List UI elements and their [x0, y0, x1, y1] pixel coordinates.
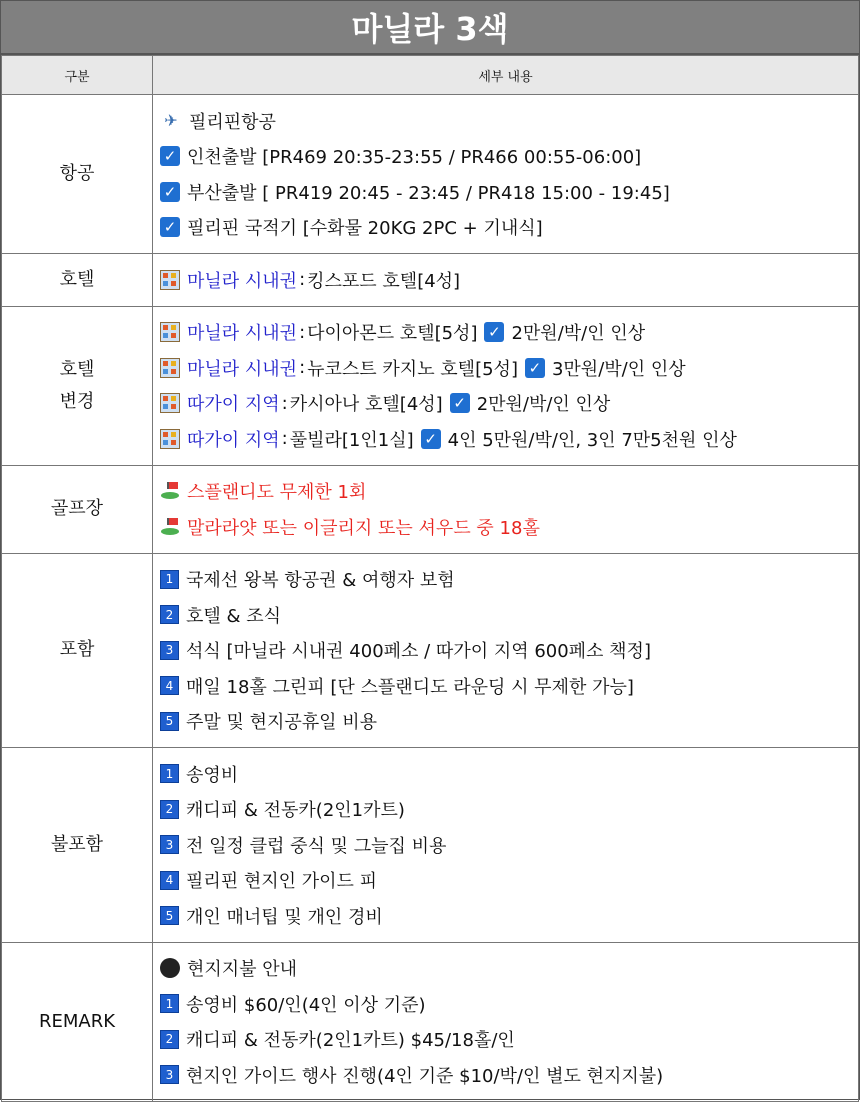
- included-item-text: 국제선 왕복 항공권 & 여행자 보험: [186, 570, 455, 592]
- hotel-area: 따가이 지역: [187, 394, 280, 416]
- header-details: 세부 내용: [153, 56, 859, 95]
- separator: :: [281, 428, 288, 450]
- hotel-building-icon: [160, 270, 180, 290]
- info-table: [1, 55, 859, 1102]
- remark-content: [153, 942, 859, 1101]
- number-3-icon: 3: [160, 835, 179, 854]
- included-item-text: 매일 18홀 그린피 [단 스플랜디도 라운딩 시 무제한 가능]: [186, 676, 634, 698]
- page-title: 마닐라 3색: [1, 1, 859, 55]
- golf-flag-icon: [160, 481, 180, 501]
- number-5-icon: 5: [160, 712, 179, 731]
- number-2-icon: 2: [160, 605, 179, 624]
- table-header-row: [2, 56, 859, 95]
- airline-item-text: 필리핀 국적기 [수화물 20KG 2PC + 기내식]: [187, 218, 543, 240]
- separator: :: [299, 269, 306, 291]
- excluded-item-text: 캐디피 & 전동카(2인1카트): [186, 800, 405, 822]
- list-item: [160, 898, 858, 934]
- hotel-area: 마닐라 시내권: [187, 323, 298, 345]
- checkbox-icon: ✓: [421, 429, 441, 449]
- airline-name-line: [160, 103, 858, 139]
- airline-content: [153, 95, 859, 254]
- airline-name: 필리핀항공: [189, 111, 276, 133]
- separator: :: [299, 321, 306, 343]
- list-item: [160, 792, 858, 828]
- list-item: [160, 1057, 858, 1093]
- number-1-icon: 1: [160, 570, 179, 589]
- remark-item-text: 캐디피 & 전동카(2인1카트) $45/18홀/인: [186, 1030, 515, 1052]
- list-item: [160, 509, 858, 545]
- golf-flag-icon: [160, 517, 180, 537]
- list-item: [160, 474, 858, 510]
- airline-item-text: 부산출발 [ PR419 20:45 - 23:45 / PR418 15:00 - 19:45]: [187, 182, 670, 204]
- hotel-building-icon: [160, 358, 180, 378]
- included-row: [2, 553, 859, 748]
- hotel-building-icon: [160, 322, 180, 342]
- list-item: [160, 827, 858, 863]
- excluded-content: [153, 748, 859, 943]
- black-circle-icon: [160, 958, 180, 978]
- excluded-item-text: 송영비: [186, 764, 239, 786]
- list-item: [160, 597, 858, 633]
- hotel-change-label-line2: 변경: [59, 390, 95, 412]
- list-item: [160, 756, 858, 792]
- remark-label: REMARK: [2, 942, 153, 1101]
- hotel-area: 마닐라 시내권: [187, 270, 298, 292]
- hotel-surcharge: 3만원/박/인 인상: [551, 358, 686, 380]
- separator: :: [299, 357, 306, 379]
- checkbox-icon: ✓: [160, 217, 180, 237]
- number-4-icon: 4: [160, 871, 179, 890]
- number-4-icon: 4: [160, 676, 179, 695]
- hotel-name: 킹스포드 호텔[4성]: [307, 270, 461, 292]
- golf-item-text: 스플랜디도 무제한 1회: [187, 482, 367, 504]
- golf-label: 골프장: [2, 465, 153, 553]
- included-content: [153, 553, 859, 748]
- separator: :: [281, 392, 288, 414]
- number-3-icon: 3: [160, 1065, 179, 1084]
- list-item: [160, 633, 858, 669]
- hotel-building-icon: [160, 393, 180, 413]
- remark-heading-line: [160, 951, 858, 987]
- list-item: [160, 421, 858, 457]
- airline-row: [2, 95, 859, 254]
- golf-item-text: 말라라얏 또는 이글리지 또는 셔우드 중 18홀: [187, 517, 540, 539]
- checkbox-icon: ✓: [160, 146, 180, 166]
- list-item: [160, 562, 858, 598]
- hotel-area: 따가이 지역: [187, 429, 280, 451]
- airline-item-text: 인천출발 [PR469 20:35-23:55 / PR466 00:55-06:00]: [187, 147, 642, 169]
- included-item-text: 주말 및 현지공휴일 비용: [186, 712, 378, 734]
- golf-content: [153, 465, 859, 553]
- list-item: [160, 350, 858, 386]
- included-item-text: 호텔 & 조식: [186, 605, 282, 627]
- excluded-item-text: 필리핀 현지인 가이드 피: [186, 871, 378, 893]
- checkbox-icon: ✓: [484, 322, 504, 342]
- hotel-name: 뉴코스트 카지노 호텔[5성]: [307, 358, 518, 380]
- excluded-row: [2, 748, 859, 943]
- list-item: [160, 863, 858, 899]
- header-category: 구분: [2, 56, 153, 95]
- list-item: [160, 174, 858, 210]
- list-item: [160, 386, 858, 422]
- hotel-change-label-line1: 호텔: [59, 358, 95, 380]
- list-item: [160, 315, 858, 351]
- list-item: [160, 668, 858, 704]
- checkbox-icon: ✓: [160, 182, 180, 202]
- hotel-surcharge: 2만원/박/인 인상: [511, 323, 646, 345]
- plane-icon: ✈: [164, 111, 178, 131]
- remark-row: [2, 942, 859, 1101]
- checkbox-icon: ✓: [525, 358, 545, 378]
- excluded-label: 불포함: [2, 748, 153, 943]
- number-5-icon: 5: [160, 906, 179, 925]
- excluded-item-text: 전 일정 클럽 중식 및 그늘집 비용: [186, 835, 447, 857]
- remark-heading: 현지지불 안내: [187, 959, 298, 981]
- number-1-icon: 1: [160, 994, 179, 1013]
- checkbox-icon: ✓: [450, 393, 470, 413]
- hotel-surcharge: 4인 5만원/박/인, 3인 7만5천원 인상: [447, 429, 737, 451]
- list-item: [160, 210, 858, 246]
- hotel-change-row: [2, 306, 859, 465]
- list-item: [160, 704, 858, 740]
- excluded-item-text: 개인 매너팁 및 개인 경비: [186, 906, 383, 928]
- list-item: [160, 139, 858, 175]
- hotel-area: 마닐라 시내권: [187, 358, 298, 380]
- remark-item-text: 송영비 $60/인(4인 이상 기준): [186, 994, 426, 1016]
- hotel-change-content: [153, 306, 859, 465]
- hotel-surcharge: 2만원/박/인 인상: [476, 394, 611, 416]
- hotel-row: [2, 254, 859, 307]
- hotel-building-icon: [160, 429, 180, 449]
- hotel-name: 다이아몬드 호텔[5성]: [307, 323, 478, 345]
- hotel-label: 호텔: [2, 254, 153, 307]
- hotel-content: [153, 254, 859, 307]
- hotel-name: 카시아나 호텔[4성]: [289, 394, 443, 416]
- number-1-icon: 1: [160, 764, 179, 783]
- number-2-icon: 2: [160, 800, 179, 819]
- number-3-icon: 3: [160, 641, 179, 660]
- list-item: [160, 986, 858, 1022]
- airline-label: 항공: [2, 95, 153, 254]
- included-label: 포함: [2, 553, 153, 748]
- remark-item-text: 현지인 가이드 행사 진행(4인 기준 $10/박/인 별도 현지지불): [186, 1065, 664, 1087]
- number-2-icon: 2: [160, 1030, 179, 1049]
- included-item-text: 석식 [마닐라 시내권 400페소 / 따가이 지역 600페소 책정]: [186, 641, 651, 663]
- golf-row: [2, 465, 859, 553]
- list-item: [160, 262, 858, 298]
- hotel-name: 풀빌라[1인1실]: [289, 429, 414, 451]
- hotel-change-label: [2, 306, 153, 465]
- list-item: [160, 1022, 858, 1058]
